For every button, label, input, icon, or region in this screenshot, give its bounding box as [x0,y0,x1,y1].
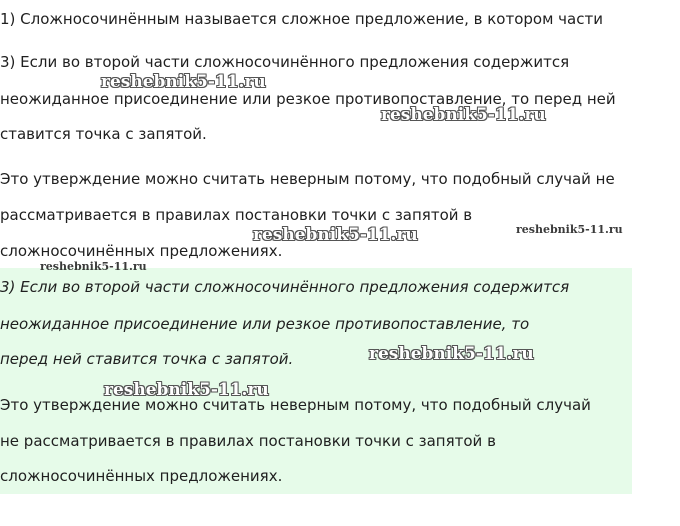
answer-plain-p2-line-3: сложносочинённых предложениях. [0,242,283,260]
answer-highlighted-p2-line-1: Это утверждение можно считать неверным потому, что подобный случай [0,396,591,414]
highlighted-answer-block [0,268,632,494]
answer-plain-p1-line-1: 3) Если во второй части сложносочинённого предложения содержится [0,53,570,71]
watermark: reshebnik5-11.ru [101,72,266,92]
answer-plain-p2-line-2: рассматривается в правилах постановки точки с запятой в [0,206,473,224]
answer-highlighted-p1-line-1: 3) Если во второй части сложносочинённого предложения содержится [0,278,570,296]
watermark: reshebnik5-11.ru [516,223,623,236]
watermark: reshebnik5-11.ru [381,105,546,125]
answer-highlighted-p1-line-3: перед ней ставится точка с запятой. [0,350,294,368]
intro-line-1: 1) Сложносочинённым называется сложное предложение, в котором части [0,10,603,28]
answer-plain-p1-line-2: неожиданное присоединение или резкое противопоставление, то перед ней [0,90,616,108]
answer-highlighted-p2-line-2: не рассматривается в правилах постановки точки с запятой в [0,432,496,450]
answer-highlighted-p2-line-3: сложносочинённых предложениях. [0,467,283,485]
answer-plain-p2-line-1: Это утверждение можно считать неверным потому, что подобный случай не [0,170,615,188]
watermark: reshebnik5-11.ru [369,344,534,364]
watermark: reshebnik5-11.ru [40,260,147,273]
answer-plain-p1-line-3: ставится точка с запятой. [0,125,207,143]
answer-highlighted-p1-line-2: неожиданное присоединение или резкое противопоставление, то [0,315,530,333]
watermark: reshebnik5-11.ru [253,225,418,245]
watermark: reshebnik5-11.ru [104,380,269,400]
